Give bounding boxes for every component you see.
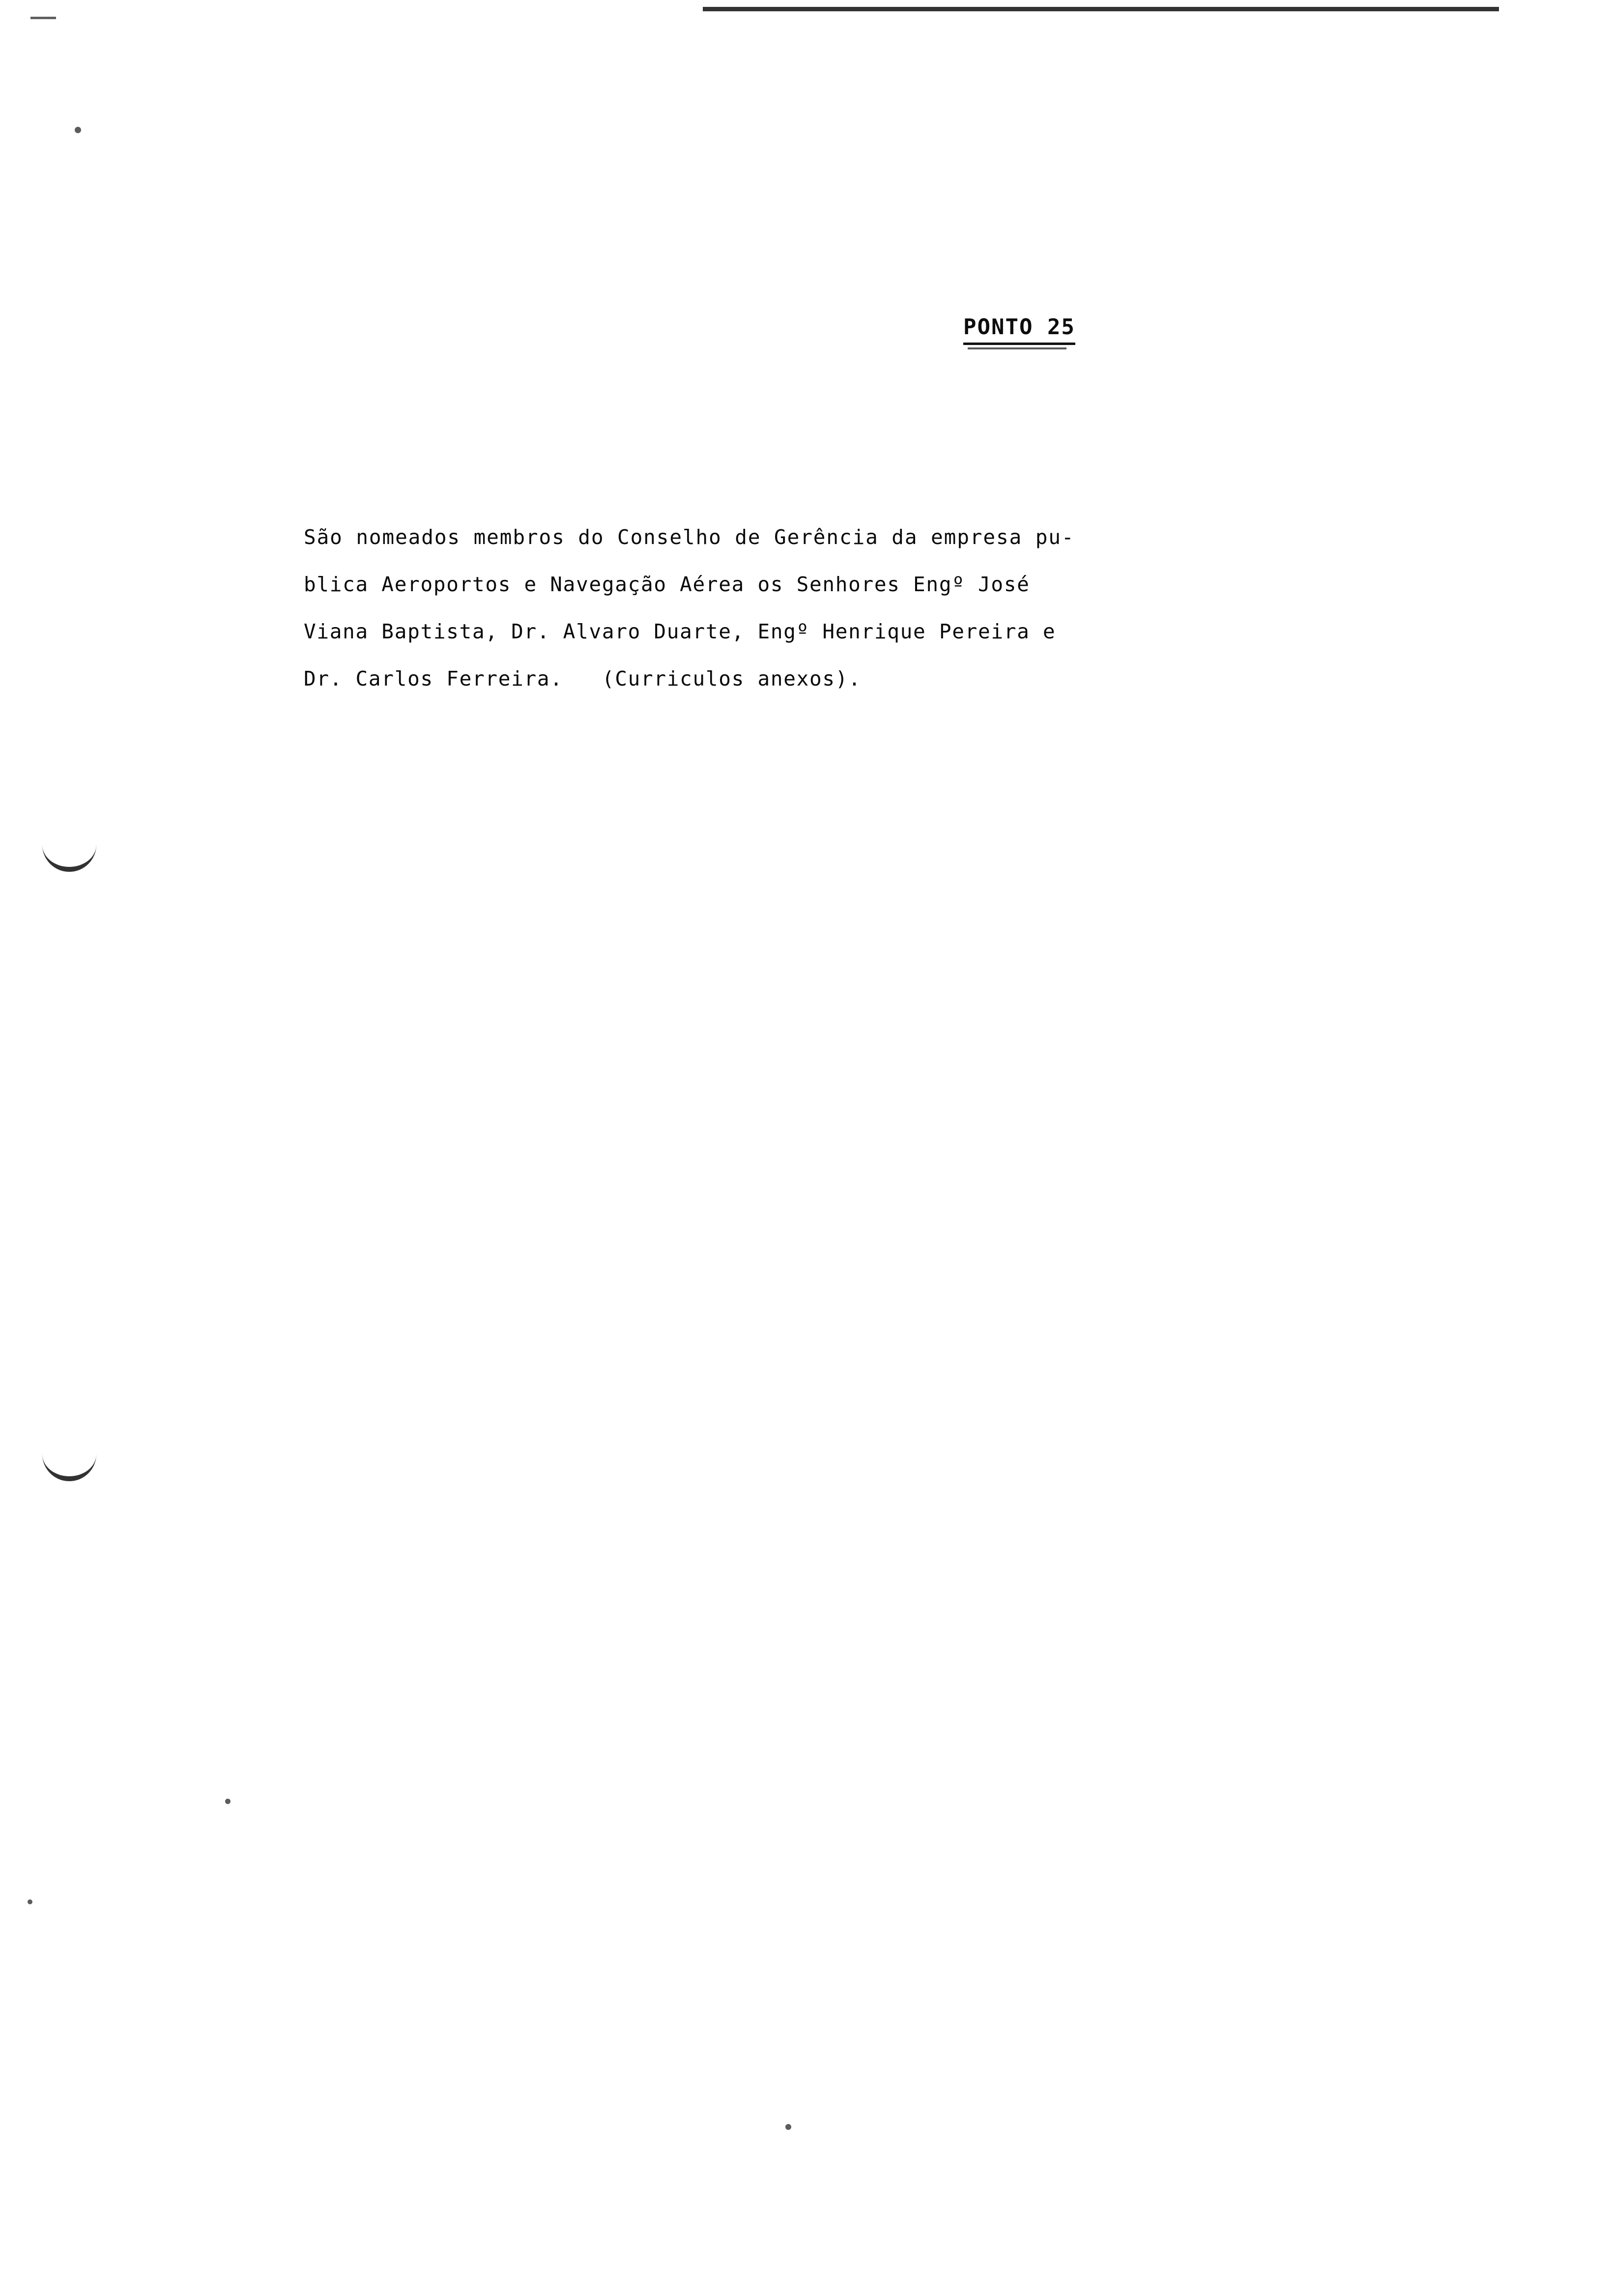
- scan-speck: [785, 2124, 791, 2130]
- title-underline: [963, 343, 1075, 345]
- scan-speck: [75, 127, 81, 133]
- body-paragraph: [304, 514, 1493, 702]
- body-line: blica Aeroportos e Navegação Aérea os Senhores Engº José: [304, 573, 1030, 596]
- binding-arc-mark: [42, 835, 96, 872]
- page-title: [963, 315, 1075, 349]
- body-line: São nomeados membros do Conselho de Gerência da empresa pu-: [304, 525, 1075, 549]
- page-title-text: PONTO 25: [963, 315, 1075, 340]
- scan-speck: [225, 1799, 230, 1804]
- binding-arc-mark: [42, 1445, 96, 1481]
- scan-speck: [28, 1899, 32, 1904]
- scan-corner-mark: [30, 17, 56, 19]
- body-line: Viana Baptista, Dr. Alvaro Duarte, Engº Henrique Pereira e: [304, 620, 1056, 643]
- scan-edge-smudge: [703, 7, 1499, 11]
- title-underline-secondary: [968, 347, 1066, 349]
- body-line: Dr. Carlos Ferreira. (Curriculos anexos).: [304, 667, 862, 690]
